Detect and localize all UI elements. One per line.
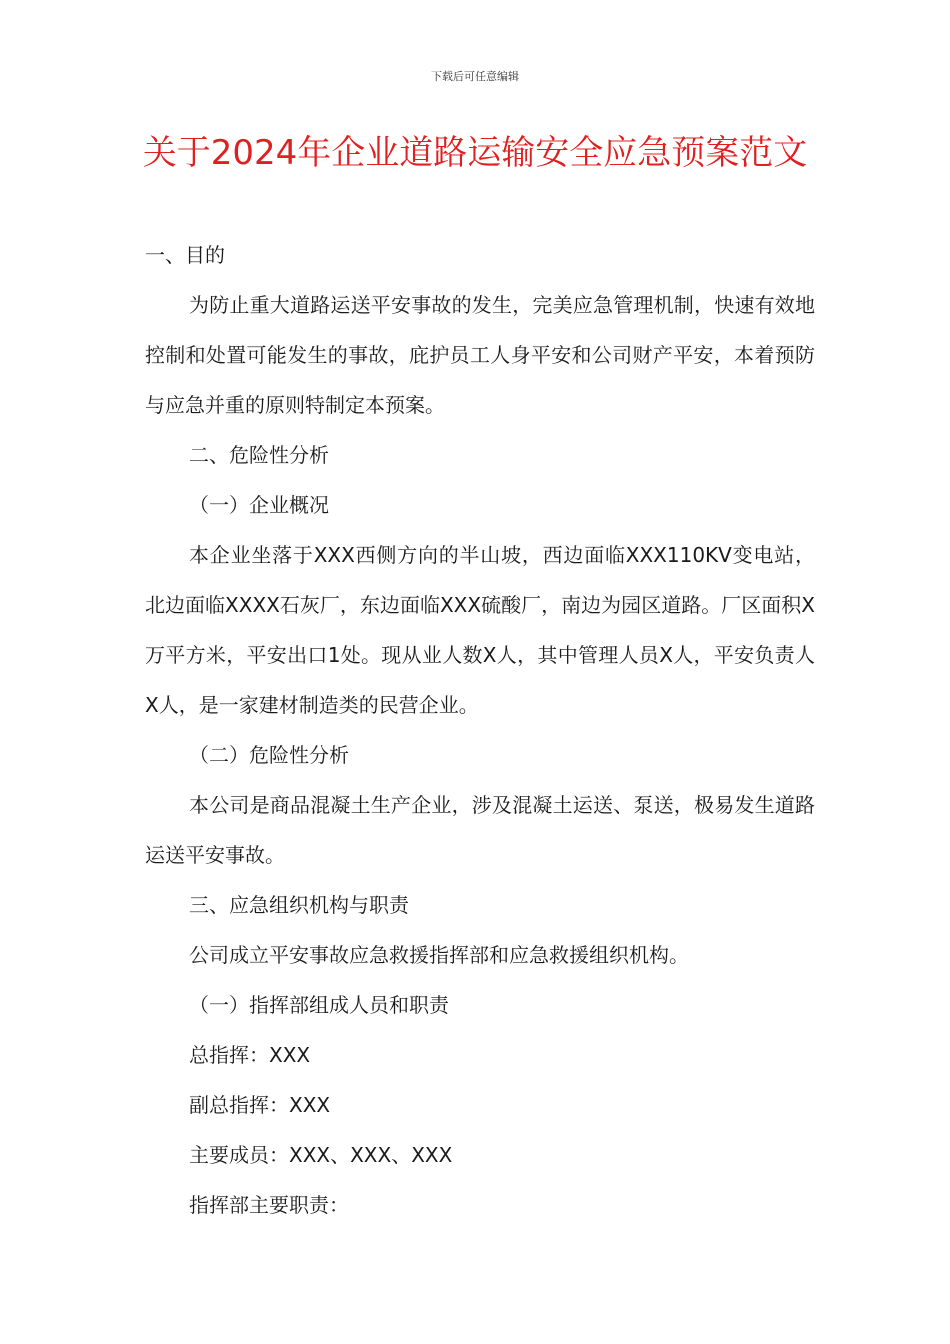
header-note: 下载后可任意编辑 xyxy=(431,70,519,83)
section-heading-purpose: 一、目的 xyxy=(145,243,225,267)
main-members-line: 主要成员：XXX、XXX、XXX xyxy=(189,1143,453,1167)
subsection-heading-command: （一）指挥部组成人员和职责 xyxy=(189,993,449,1017)
section-heading-organization: 三、应急组织机构与职责 xyxy=(189,893,409,917)
duties-heading: 指挥部主要职责： xyxy=(189,1193,349,1217)
subsection-heading-company-overview: （一）企业概况 xyxy=(189,493,329,517)
risk-paragraph: 本公司是商品混凝土生产企业，涉及混凝土运送、泵送，极易发生道路运送平安事故。 xyxy=(145,793,815,867)
company-overview-paragraph: 本企业坐落于XXX西侧方向的半山坡，西边面临XXX110KV变电站，北边面临XXXX石灰厂，东边面临XXX硫酸厂，南边为园区道路。厂区面积X万平方米，平安出口1处。现从业人数X人，其中管理人员X人，平安负责人X人，是一家建材制造类的民营企业。 xyxy=(145,543,815,717)
deputy-commander-line: 副总指挥：XXX xyxy=(189,1093,331,1117)
organization-paragraph: 公司成立平安事故应急救援指挥部和应急救援组织机构。 xyxy=(189,943,689,967)
document-body xyxy=(145,230,815,1230)
document-title: 关于2024年企业道路运输安全应急预案范文 xyxy=(142,133,808,173)
purpose-paragraph: 为防止重大道路运送平安事故的发生，完美应急管理机制，快速有效地控制和处置可能发生的事故，庇护员工人身平安和公司财产平安，本着预防与应急并重的原则特制定本预案。 xyxy=(145,293,815,417)
chief-commander-line: 总指挥：XXX xyxy=(189,1043,311,1067)
subsection-heading-risk: （二）危险性分析 xyxy=(189,743,349,767)
section-heading-risk-analysis: 二、危险性分析 xyxy=(189,443,329,467)
